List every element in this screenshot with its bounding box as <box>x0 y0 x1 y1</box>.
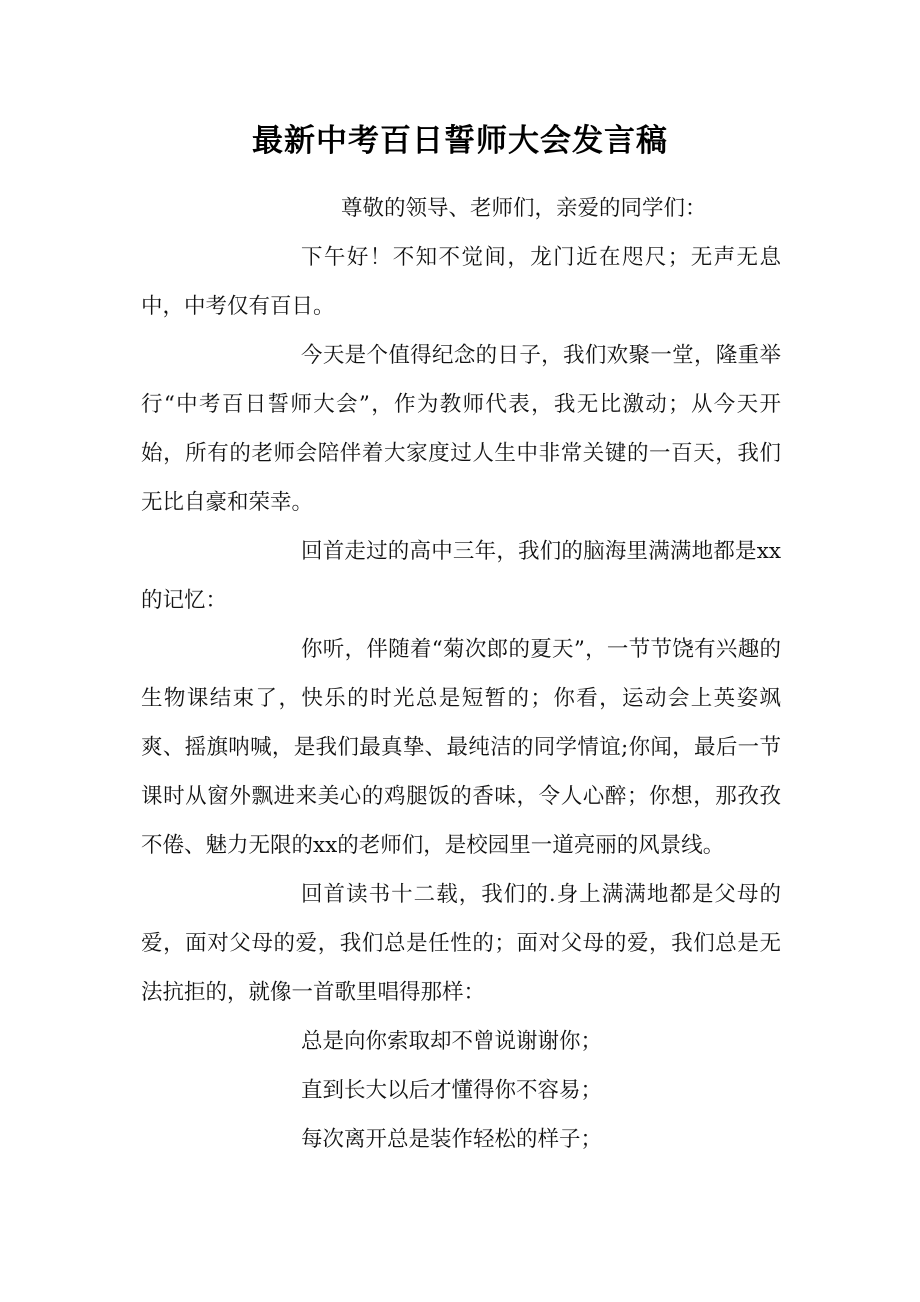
salutation: 尊敬的领导、老师们，亲爱的同学们： <box>341 196 707 221</box>
verse-line: 总是向你索取却不曾说谢谢你； <box>301 1029 603 1054</box>
paragraph: 回首读书十二载，我们的.身上满满地都是父母的爱，面对父母的爱，我们总是任性的；面对父母的爱，我们总是无法抗拒的，就像一首歌里唱得那样： <box>141 882 781 1005</box>
verse-line: 直到长大以后才懂得你不容易； <box>301 1078 603 1103</box>
paragraph: 回首走过的高中三年，我们的脑海里满满地都是xx的记忆： <box>141 539 781 613</box>
verse-line: 每次离开总是装作轻松的样子； <box>301 1127 603 1152</box>
paragraph: 你听，伴随着“菊次郎的夏天”，一节节饶有兴趣的生物课结束了，快乐的时光总是短暂的；你看，运动会上英姿飒爽、摇旗呐喊，是我们最真挚、最纯洁的同学情谊;你闻，最后一节课时从窗外飘进来美心的鸡腿饭的香味，令人心醉；你想，那孜孜不倦、魅力无限的xx的老师们，是校园里一道亮丽的风景线。 <box>141 637 781 858</box>
paragraph: 今天是个值得纪念的日子，我们欢聚一堂，隆重举行“中考百日誓师大会”，作为教师代表，我无比激动；从今天开始，所有的老师会陪伴着大家度过人生中非常关键的一百天，我们无比自豪和荣幸。 <box>141 343 781 515</box>
document-body <box>141 184 781 1164</box>
document-title: 最新中考百日誓师大会发言稿 <box>252 123 668 159</box>
paragraph: 下午好！不知不觉间，龙门近在咫尺；无声无息中，中考仅有百日。 <box>141 245 781 319</box>
